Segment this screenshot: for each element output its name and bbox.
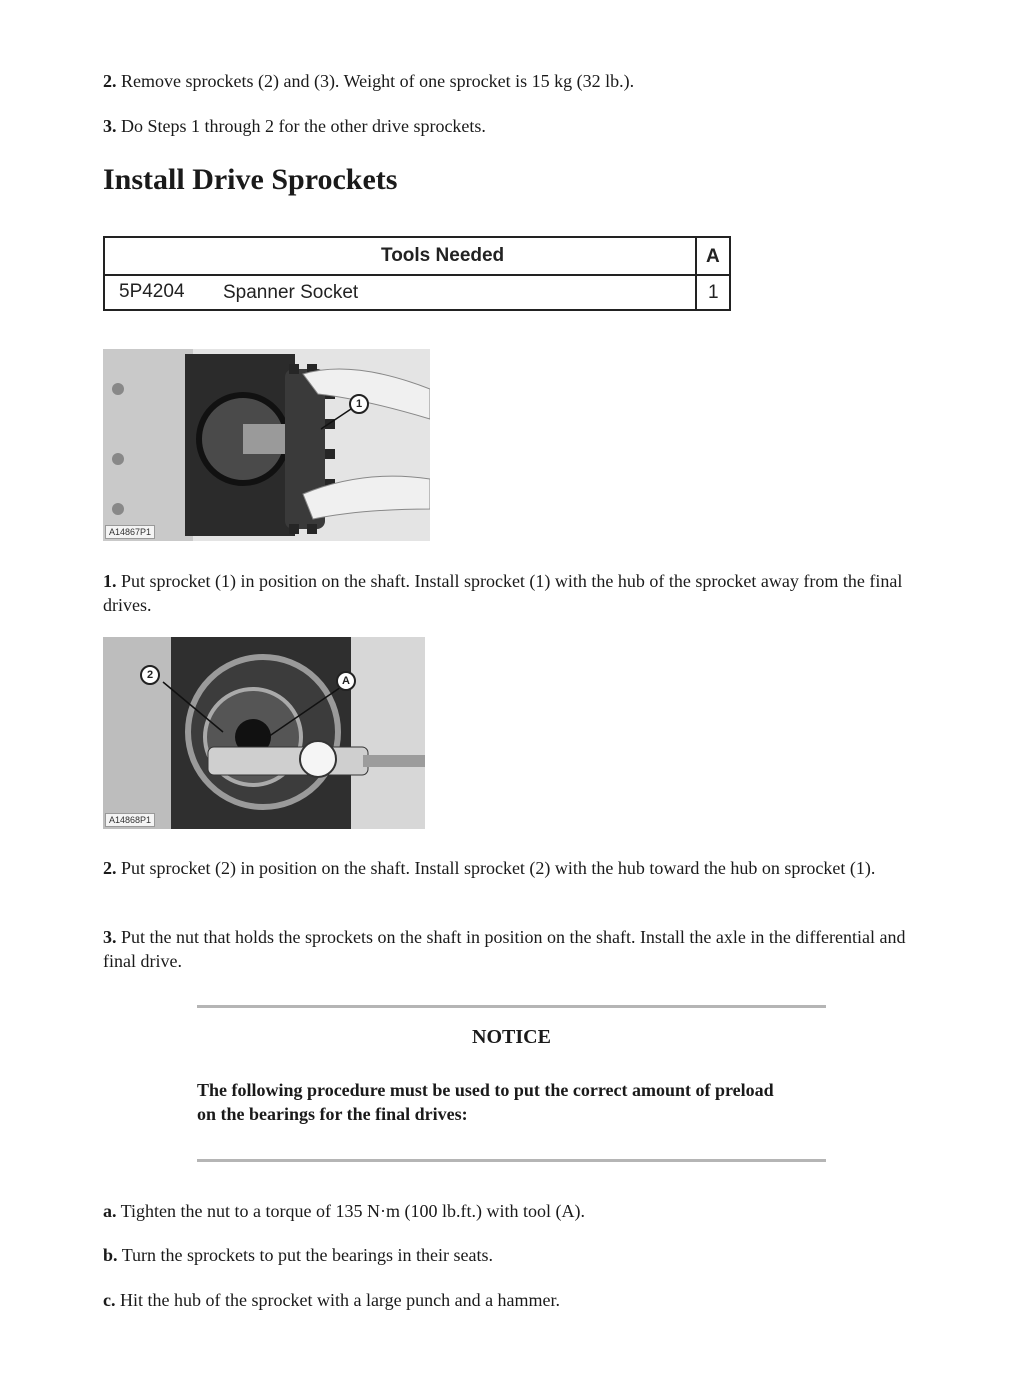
step-text: Hit the hub of the sprocket with a large punch and a hammer. [115,1290,561,1310]
substep-c [103,1288,923,1312]
step-number: b. [103,1245,118,1265]
photo-caption: A14867P1 [105,525,155,539]
notice-body: The following procedure must be used to put the correct amount of preload on the bearings for the final drives: [197,1080,774,1124]
step-text: Put sprocket (1) in position on the shaft. Install sprocket (1) with the hub of the sprocket away from the final drives. [103,571,903,615]
step-number: 3. [103,116,117,136]
step-2-remove [103,69,923,93]
section-heading: Install Drive Sprockets [103,163,398,196]
step-text: Put sprocket (2) in position on the shaft. Install sprocket (2) with the hub toward the hub on sprocket (1). [116,858,876,878]
step-3-repeat [103,114,923,138]
step-number: 2. [103,71,117,91]
tools-header: Tools Needed [381,245,505,266]
step-2-install [103,856,923,880]
step-number: 2. [103,858,117,878]
step-text: Turn the sprockets to put the bearings in their seats. [117,1245,493,1265]
tools-column-a: A [706,246,720,267]
photo-spanner-socket [103,637,425,829]
step-number: a. [103,1201,117,1221]
photo-sprocket-illustration [103,349,430,541]
tools-needed-table [103,236,731,312]
step-number: 3. [103,927,117,947]
step-text: Tighten the nut to a torque of 135 N·m (100 lb.ft.) with tool (A). [116,1201,585,1221]
step-3-nut [103,925,923,973]
callout-2: 2 [140,665,160,685]
photo-sprocket-install [103,349,430,541]
step-number: c. [103,1290,116,1310]
substep-a [103,1199,923,1223]
step-text: Do Steps 1 through 2 for the other drive sprockets. [116,116,486,136]
step-text: Remove sprockets (2) and (3). Weight of one sprocket is 15 kg (32 lb.). [116,71,635,91]
step-text: Put the nut that holds the sprockets on the shaft in position on the shaft. Install the axle in the differential and final drive. [103,927,906,971]
substep-b [103,1243,923,1267]
callout-a: A [336,671,356,691]
step-number: 1. [103,571,117,591]
notice-title: NOTICE [472,1026,551,1048]
tool-quantity: 1 [708,282,719,303]
notice-bottom-rule [197,1159,826,1162]
photo-caption: A14868P1 [105,813,155,827]
tool-name: Spanner Socket [223,282,359,303]
callout-1: 1 [349,394,369,414]
notice-top-rule [197,1005,826,1008]
step-1-install [103,569,923,617]
tool-part-number: 5P4204 [119,281,185,302]
